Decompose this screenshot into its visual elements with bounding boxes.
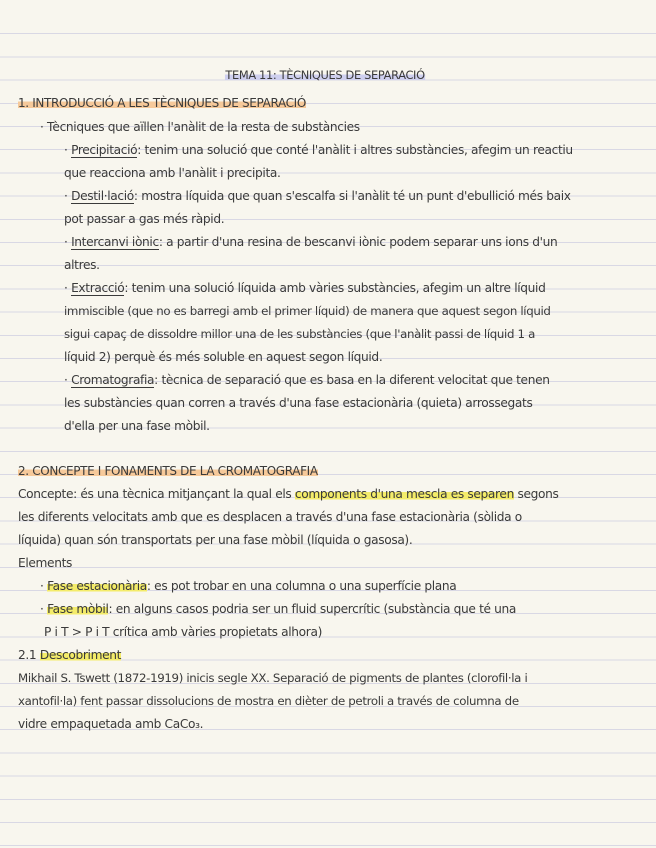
term-fase-mobil: Fase mòbil	[47, 602, 109, 616]
item-cromatografia: · Cromatografia: tècnica de separació que es basa en la diferent velocitat que tenen	[64, 373, 550, 387]
item-destillacio-cont: pot passar a gas més ràpid.	[64, 212, 225, 226]
item-extraccio-cont-1: immiscible (que no es barregi amb el primer líquid) de manera que aquest segon líquid	[64, 304, 551, 318]
element-fase-mobil-cont: P i T > P i T crítica amb vàries propietats alhora)	[44, 625, 322, 639]
item-cromatografia-cont-2: d'ella per una fase mòbil.	[64, 419, 210, 433]
item-precipitacio-cont: que reacciona amb l'anàlit i precipita.	[64, 166, 281, 180]
element-fase-mobil: · Fase mòbil: en alguns casos podria ser un fluid supercrític (substància que té una	[40, 602, 517, 616]
item-cromatografia-cont-1: les substàncies quan corren a través d'una fase estacionària (quieta) arrossegats	[64, 396, 533, 410]
item-extraccio-cont-2: sigui capaç de dissoldre millor una de les substàncies (que l'anàlit passi de líquid 1 a	[64, 327, 535, 341]
elements-label: Elements	[18, 556, 73, 570]
term-destillacio: Destil·lació	[71, 189, 134, 203]
concept-line-3: líquida) quan són transportats per una fase mòbil (líquida o gasosa).	[18, 533, 413, 547]
item-destillacio: · Destil·lació: mostra líquida que quan s'escalfa si l'anàlit té un punt d'ebullició més baix	[64, 189, 571, 203]
discovery-line-3: vidre empaquetada amb CaCo₃.	[18, 717, 204, 731]
item-extraccio-cont-3: líquid 2) perquè és més soluble en aquest segon líquid.	[64, 350, 383, 364]
section-2-heading: 2. CONCEPTE I FONAMENTS DE LA CROMATOGRAFIA	[18, 464, 318, 478]
intro-bullet: · Tècniques que aïllen l'anàlit de la resta de substàncies	[40, 120, 360, 134]
item-intercanvi: · Intercanvi iònic: a partir d'una resina de bescanvi iònic podem separar uns ions d'un	[64, 235, 558, 249]
section-1-heading: 1. INTRODUCCIÓ A LES TÈCNIQUES DE SEPARACIÓ	[18, 96, 306, 110]
term-cromatografia: Cromatografia	[71, 373, 155, 387]
title-text: TEMA 11: TÈCNIQUES DE SEPARACIÓ	[225, 68, 425, 82]
page-title	[0, 64, 650, 87]
term-fase-estacionaria: Fase estacionària	[47, 579, 147, 593]
subsection-title: Descobriment	[39, 648, 122, 662]
concept-line-1: Concepte: és una tècnica mitjançant la qual els components d'una mescla es separen segons	[18, 487, 559, 501]
item-precipitacio: · Precipitació: tenim una solució que conté l'anàlit i altres substàncies, afegim un reactiu	[64, 143, 573, 157]
concept-highlight: components d'una mescla es separen	[294, 487, 514, 501]
term-intercanvi: Intercanvi iònic	[71, 235, 159, 249]
term-extraccio: Extracció	[71, 281, 125, 295]
element-fase-estacionaria: · Fase estacionària: es pot trobar en una columna o una superfície plana	[40, 579, 457, 593]
concept-line-2: les diferents velocitats amb que es desplacen a través d'una fase estacionària (sòlida o	[18, 510, 522, 524]
item-intercanvi-cont: altres.	[64, 258, 100, 272]
discovery-line-2: xantofil·la) fent passar dissolucions de mostra en dièter de petroli a través de columna de	[18, 694, 519, 708]
item-extraccio: · Extracció: tenim una solució líquida amb vàries substàncies, afegim un altre líquid	[64, 281, 546, 295]
term-precipitacio: Precipitació	[71, 143, 138, 157]
discovery-line-1: Mikhail S. Tswett (1872-1919) inicis segle XX. Separació de pigments de plantes (clorofil·la i	[18, 671, 528, 685]
subsection-2-1-heading: 2.1 Descobriment	[18, 648, 122, 662]
